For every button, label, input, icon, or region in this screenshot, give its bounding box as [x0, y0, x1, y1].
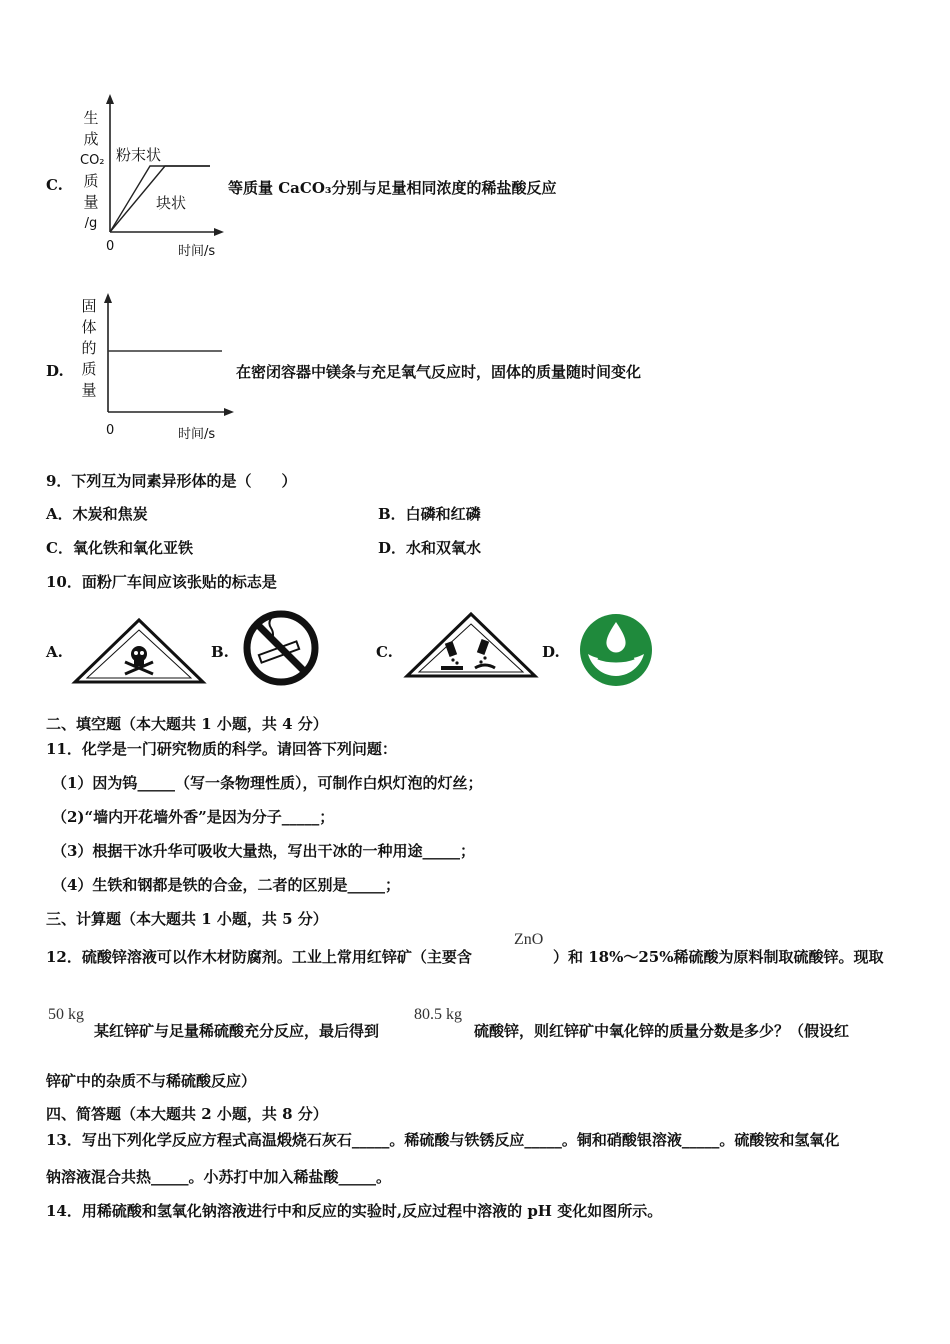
option-d-label: D.: [46, 362, 64, 380]
section-3-heading: 三、计算题（本大题共 1 小题，共 5 分）: [46, 910, 328, 928]
q9-option-c: C．氧化铁和氧化亚铁: [46, 539, 193, 557]
graph-c-powder-label: 粉末状: [116, 146, 162, 164]
option-d-description: 在密闭容器中镁条与充足氧气反应时，固体的质量随时间变化: [236, 363, 642, 381]
graph-c-origin: 0: [106, 239, 115, 254]
q10-option-c-label: C.: [376, 643, 393, 661]
q9-option-b: B．白磷和红磷: [378, 505, 481, 523]
graph-d-y-arrow: [104, 293, 112, 303]
graph-d-svg: [100, 290, 240, 420]
graph-c-block-label: 块状: [156, 194, 187, 212]
graph-c-y-axis-label: 生 成 CO₂ 质 量 /g: [80, 109, 105, 231]
corrosive-warning-icon: [405, 612, 537, 678]
graph-c-x-axis-label: 时间/s: [178, 244, 216, 259]
graph-d-origin: 0: [106, 423, 115, 438]
q12-text-part5: 锌矿中的杂质不与稀硫酸反应）: [46, 1072, 257, 1090]
graph-c-x-arrow: [214, 228, 224, 236]
section-4-heading: 四、简答题（本大题共 2 小题，共 8 分）: [46, 1105, 328, 1123]
option-c-description: 等质量 CaCO₃分别与足量相同浓度的稀盐酸反应: [228, 179, 557, 197]
option-c-label: C.: [46, 176, 63, 194]
q11-item-1: （1）因为钨_____（写一条物理性质），可制作白炽灯泡的灯丝；: [52, 774, 483, 792]
q11-item-2: （2)“墙内开花墙外香”是因为分子_____；: [52, 808, 335, 826]
q9-stem: 9．下列互为同素异形体的是（ ）: [46, 472, 297, 490]
graph-c-y-arrow: [106, 94, 114, 104]
no-smoking-icon: [241, 608, 321, 688]
q11-item-4: （4）生铁和钢都是铁的合金，二者的区别是_____；: [52, 876, 400, 894]
graph-d-x-axis-label: 时间/s: [178, 427, 216, 442]
q10-option-b-label: B.: [211, 643, 229, 661]
q10-option-a-label: A.: [46, 643, 63, 661]
water-saving-icon: [578, 612, 654, 688]
q12-text-part4: 硫酸锌，则红锌矿中氧化锌的质量分数是多少？（假设红: [474, 1022, 850, 1040]
q12-text-part2: ）和 18%～25%稀硫酸为原料制取硫酸锌。现取: [553, 948, 884, 966]
q12-text-part3: 某红锌矿与足量稀硫酸充分反应，最后得到: [94, 1022, 380, 1040]
q10-option-d-label: D.: [542, 643, 560, 661]
q13-line-1: 13．写出下列化学反应方程式高温煅烧石灰石_____。稀硫酸与铁锈反应_____。铜和硝酸银溶液_____。硫酸铵和氢氧化: [46, 1131, 840, 1149]
q12-mass-zinc-sulfate: 80.5 kg: [414, 1006, 462, 1023]
q12-text-part1: 12．硫酸锌溶液可以作木材防腐剂。工业上常用红锌矿（主要含: [46, 948, 472, 966]
q12-mass-ore: 50 kg: [48, 1006, 84, 1023]
q13-line-2: 钠溶液混合共热_____。小苏打中加入稀盐酸_____。: [46, 1168, 392, 1186]
q9-option-a: A．木炭和焦炭: [46, 505, 148, 523]
q10-stem: 10．面粉厂车间应该张贴的标志是: [46, 573, 277, 591]
graph-c-svg: [100, 92, 230, 242]
section-2-heading: 二、填空题（本大题共 1 小题，共 4 分）: [46, 715, 328, 733]
toxic-warning-icon: [73, 618, 205, 684]
q14-stem: 14．用稀硫酸和氢氧化钠溶液进行中和反应的实验时,反应过程中溶液的 pH 变化如图所示。: [46, 1202, 663, 1220]
graph-d-y-axis-label: 固 体 的 质 量: [81, 297, 97, 399]
q11-item-3: （3）根据干冰升华可吸收大量热，写出干冰的一种用途_____；: [52, 842, 475, 860]
graph-d-x-arrow: [224, 408, 234, 416]
q12-formula-zno: ZnO: [514, 931, 544, 948]
q11-stem: 11．化学是一门研究物质的科学。请回答下列问题：: [46, 740, 397, 758]
q9-option-d: D．水和双氧水: [378, 539, 482, 557]
